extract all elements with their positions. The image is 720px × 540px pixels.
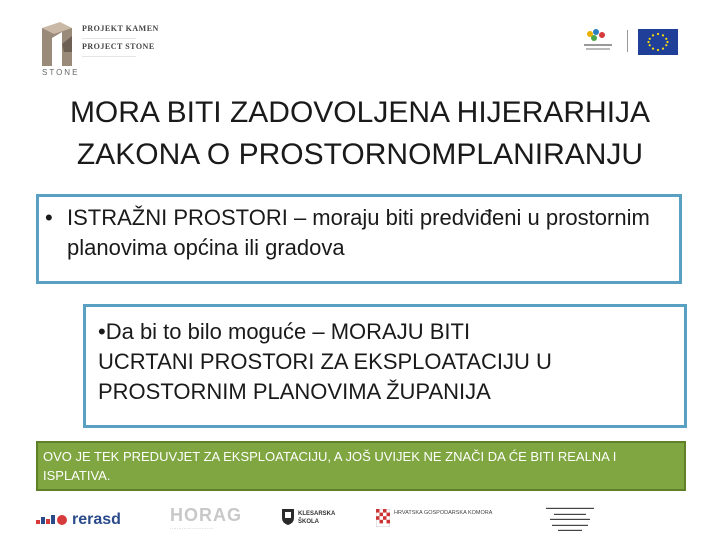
- rerasd-logo: [36, 505, 146, 535]
- kulf-line-2: ŠKOLA: [298, 519, 319, 525]
- project-subline: ————————————: [82, 35, 136, 40]
- klesarska-skola-logo: [282, 505, 352, 535]
- government-office-logo: [534, 505, 606, 535]
- kulf-line-1: KLESARSKA: [298, 511, 336, 517]
- hgk-logo: [376, 505, 506, 535]
- projekt-kamen-logo: [36, 18, 159, 82]
- government-office-text-lines: ▬▬▬▬▬▬▬▬▬▬▬▬ ▬▬▬▬▬▬▬▬ ▬▬▬▬▬▬▬▬▬▬ ▬▬▬▬▬▬▬▬▬ ▬▬▬▬▬▬: [546, 505, 594, 532]
- project-subline: ————————————: [82, 53, 136, 58]
- note-box: [36, 441, 686, 491]
- klesarska-skola-wordmark: [298, 510, 335, 526]
- title-line-1: MORA BITI ZADOVOLJENA HIJERARHIJA: [69, 96, 651, 129]
- project-name-en: PROJECT STONE: [82, 42, 155, 51]
- logo-divider: [627, 30, 628, 52]
- title-line-2: ZAKONA O PROSTORNOMPLANIRANJU: [76, 138, 644, 171]
- school-shield-icon: [282, 509, 294, 525]
- horag-subline: ··························: [170, 526, 214, 532]
- structural-funds-icon: [580, 26, 616, 56]
- stone-logo-icon: [40, 22, 74, 66]
- hgk-checker-icon: [376, 509, 390, 527]
- project-name: [82, 24, 182, 60]
- bullet-text-istrazni: ISTRAŽNI PROSTORI – moraju biti predviđeni u prostornim planovima općina ili gradova: [67, 205, 650, 260]
- bullet-box-eksploatacija: [83, 304, 687, 428]
- eu-flag-icon: [638, 29, 678, 55]
- hgk-wordmark: HRVATSKA GOSPODARSKA KOMORA: [394, 510, 493, 516]
- note-text: OVO JE TEK PREDUVJET ZA EKSPLOATACIJU, A JOŠ UVIJEK NE ZNAČI DA ĆE BITI REALNA I ISPLATIVA.: [43, 449, 617, 483]
- stone-wordmark: STONE: [42, 68, 80, 77]
- slide-title: [20, 92, 700, 176]
- bullet-line-3: PROSTORNIM PLANOVIMA ŽUPANIJA: [98, 379, 491, 404]
- eu-funds-logos: [580, 24, 684, 58]
- horag-wordmark: HORAG: [170, 505, 242, 525]
- rerasd-mark-icon: [36, 513, 68, 527]
- bullet-line-2: UCRTANI PROSTORI ZA EKSPLOATACIJU U: [98, 349, 552, 374]
- project-name-hr: PROJEKT KAMEN: [82, 24, 159, 33]
- bullet-box-istrazni: [36, 194, 682, 284]
- rerasd-wordmark: rerasd: [72, 511, 121, 528]
- bullet-line-1: •Da bi to bilo moguće – MORAJU BITI: [98, 319, 471, 344]
- bullet-row: [45, 203, 669, 263]
- bullet-marker: •: [45, 205, 53, 230]
- horag-logo: [170, 505, 246, 535]
